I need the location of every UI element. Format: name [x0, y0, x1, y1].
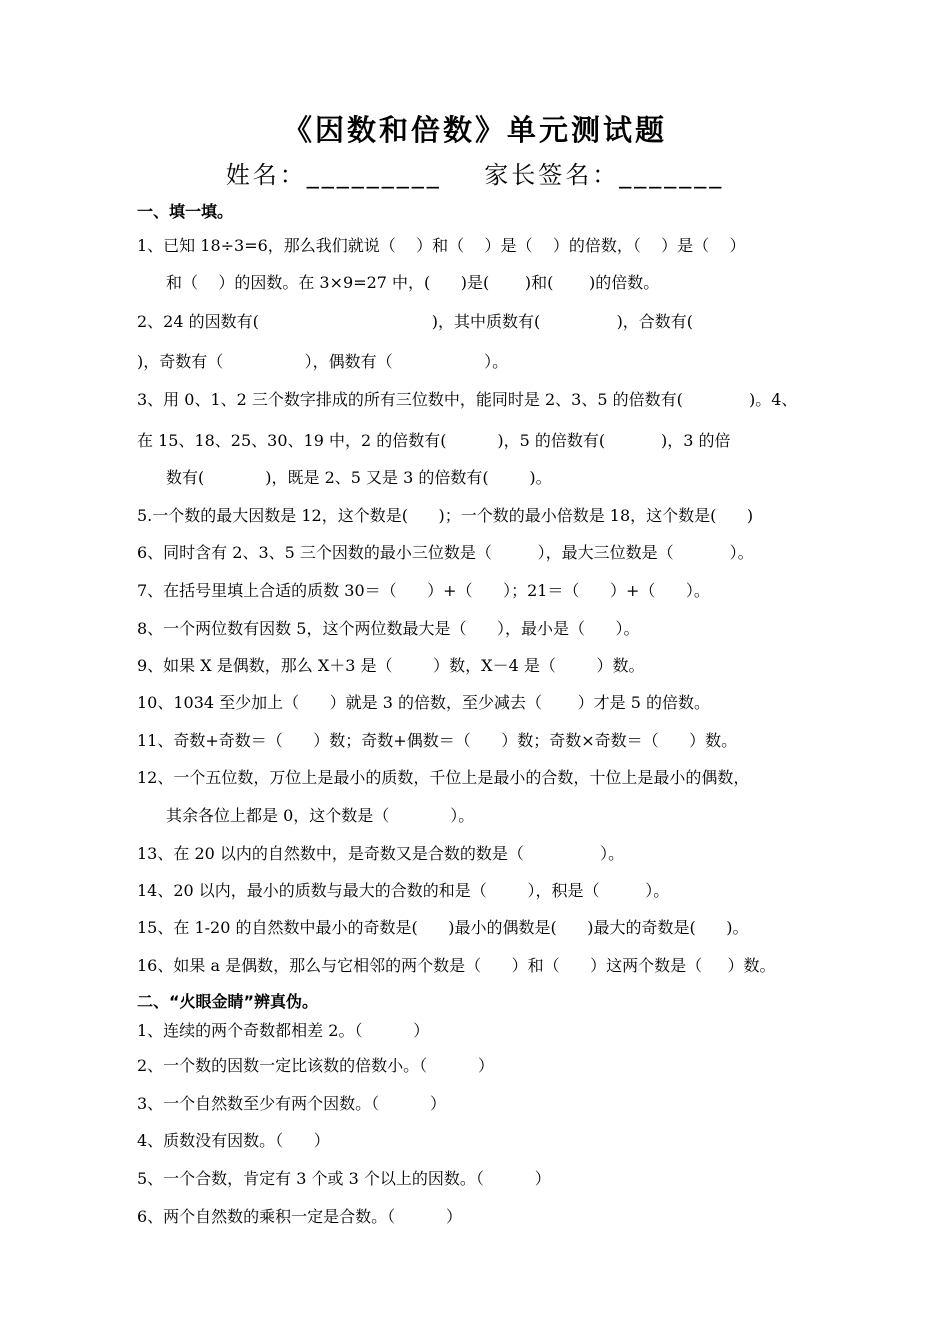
question-line: 在 15、18、25、30、19 中，2 的倍数有( )，5 的倍数有( )，3 的倍 [137, 431, 731, 450]
question-line: 14、20 以内，最小的质数与最大的合数的和是（ ），积是（ ）。 [137, 881, 670, 900]
question-line: 11、奇数+奇数＝（ ）数；奇数+偶数＝（ ）数；奇数×奇数＝（ ）数。 [137, 731, 738, 750]
question-line: 2、24 的因数有( )，其中质数有( )，合数有( [137, 312, 694, 331]
question-line: 15、在 1-20 的自然数中最小的奇数是( )最小的偶数是( )最大的奇数是( )。 [137, 918, 749, 937]
section1-heading: 一、填一填。 [137, 202, 234, 221]
section2-heading: 二、“火眼金睛”辨真伪。 [137, 992, 319, 1011]
question-line: 9、如果 X 是偶数，那么 X＋3 是（ ）数，X－4 是（ ）数。 [137, 656, 645, 675]
true-false-item: 3、一个自然数至少有两个因数。（ ） [137, 1094, 447, 1113]
true-false-item: 6、两个自然数的乘积一定是合数。（ ） [137, 1207, 463, 1226]
question-line: 数有( )，既是 2、5 又是 3 的倍数有( )。 [166, 468, 552, 487]
true-false-item: 1、连续的两个奇数都相差 2。（ ） [137, 1021, 430, 1040]
question-line: 7、在括号里填上合适的质数 30＝（ ）+（ ）；21＝（ ）+（ ）。 [137, 581, 710, 600]
question-line: 和（ ）的因数。在 3×9=27 中，( )是( )和( )的倍数。 [166, 273, 660, 292]
true-false-item: 5、一个合数，肯定有 3 个或 3 个以上的因数。（ ） [137, 1169, 551, 1188]
question-line: 10、1034 至少加上（ ）就是 3 的倍数，至少减去（ ）才是 5 的倍数。 [137, 693, 710, 712]
question-line: 12、一个五位数，万位上是最小的质数，千位上是最小的合数，十位上是最小的偶数， [137, 768, 750, 787]
true-false-item: 2、一个数的因数一定比该数的倍数小。（ ） [137, 1056, 495, 1075]
name-signature-line: 姓名：_________ 家长签名：_______ [225, 161, 725, 189]
question-line: 3、用 0、1、2 三个数字排成的所有三位数中，能同时是 2、3、5 的倍数有( )。4、 [137, 390, 798, 409]
page-title: 《因数和倍数》单元测试题 [282, 113, 667, 147]
question-line: )，奇数有（ ），偶数有（ ）。 [137, 352, 509, 371]
question-line: 8、一个两位数有因数 5，这个两位数最大是（ ），最小是（ ）。 [137, 619, 640, 638]
question-line: 5.一个数的最大因数是 12，这个数是( )；一个数的最小倍数是 18，这个数是( ) [137, 506, 754, 525]
question-line: 16、如果 a 是偶数，那么与它相邻的两个数是（ ）和（ ）这两个数是（ ）数。 [137, 956, 776, 975]
question-line: 13、在 20 以内的自然数中，是奇数又是合数的数是（ ）。 [137, 844, 625, 863]
true-false-item: 4、质数没有因数。（ ） [137, 1131, 330, 1150]
question-line: 其余各位上都是 0，这个数是（ ）。 [166, 806, 475, 825]
question-line: 6、同时含有 2、3、5 三个因数的最小三位数是（ ），最大三位数是（ ）。 [137, 543, 754, 562]
question-line: 1、已知 18÷3=6，那么我们就说（ ）和（ ）是（ ）的倍数，（ ）是（ ） [137, 236, 746, 255]
